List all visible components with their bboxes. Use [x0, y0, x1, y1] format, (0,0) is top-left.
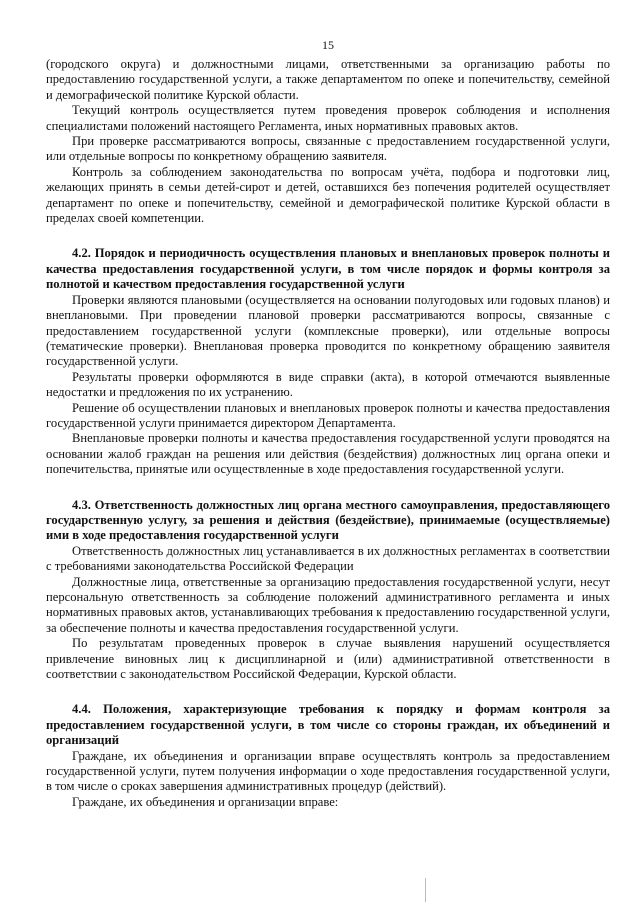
page-number: 15 [322, 38, 334, 52]
paragraph: Ответственность должностных лиц устанавливается в их должностных регламентах в соответствии с требованиями законодательства Российской Федерации [46, 543, 610, 574]
paragraph: Граждане, их объединения и организации вправе: [72, 794, 339, 809]
paragraph: (городского округа) и должностными лицами, ответственными за организацию работы по предоставлению государственной услуги, а также департаментом по опеке и попечительству, семейной и демографической политике Курской области. [46, 57, 610, 102]
paragraph: При проверке рассматриваются вопросы, связанные с предоставлением государственной услуги, или отдельные вопросы по конкретному обращению заявителя. [46, 134, 610, 164]
scan-artifact [425, 878, 426, 902]
section-spacer [46, 226, 610, 246]
section-heading: 4.2. Порядок и периодичность осуществления плановых и внеплановых проверок полноты и качества предоставления государственной услуги, в том числе порядок и формы контроля за полнотой и качеством предоставления государственной услуги [46, 246, 610, 292]
section-spacer [46, 478, 610, 498]
paragraph: Должностные лица, ответственные за организацию предоставления государственной услуги, несут персональную ответственность за соблюдение положений административного регламента и иных нормативных правовых актов, устанавливающих требования к предоставлению государственной услуги, за обеспечение полноты и качества предоставления государственной услуги. [46, 574, 610, 635]
paragraph: Решение об осуществлении плановых и внеплановых проверок полноты и качества предоставления государственной услуги принимается директором Департамента. [46, 400, 610, 430]
paragraph: Текущий контроль осуществляется путем проведения проверок соблюдения и исполнения специалистами положений настоящего Регламента, иных нормативных правовых актов. [46, 103, 610, 133]
section-heading: 4.3. Ответственность должностных лиц органа местного самоуправления, предоставляющего государственную услугу, за решения и действия (бездействие), принимаемые (осуществляемые) ими в ходе предоставления государственной услуги [46, 497, 610, 543]
paragraph: Внеплановые проверки полноты и качества предоставления государственной услуги проводятся на основании жалоб граждан на решения или действия (бездействия) должностных лиц органа опеки и попечительства, принятые или осуществленные в ходе предоставления государственной услуги. [46, 431, 610, 477]
paragraph: Проверки являются плановыми (осуществляется на основании полугодовых или годовых планов) и внеплановыми. При проведении плановой проверки рассматриваются вопросы, связанные с предоставлением государственной услуги (комплексные проверки), или отдельные вопросы (тематические проверки). Внеплановая проверка проводится по конкретному обращению заявителя государственной услуги. [46, 292, 610, 369]
section-heading: 4.4. Положения, характеризующие требования к порядку и формам контроля за предоставлением государственной услуги, в том числе со стороны граждан, их объединений и организаций [46, 702, 610, 748]
section-spacer [46, 682, 610, 702]
paragraph: По результатам проведенных проверок в случае выявления нарушений осуществляется привлечение виновных лиц к дисциплинарной и (или) административной ответственности в соответствии с законодательством Российской Федерации, Курской области. [46, 636, 610, 682]
paragraph: Контроль за соблюдением законодательства по вопросам учёта, подбора и подготовки лиц, желающих принять в семьи детей-сирот и детей, оставшихся без попечения родителей осуществляет департамент по опеке и попечительству, семейной и демографической политике Курской области в пределах своей компетенции. [46, 164, 610, 226]
document-body [46, 57, 610, 810]
paragraph: Результаты проверки оформляются в виде справки (акта), в которой отмечаются выявленные недостатки и предложения по их устранению. [46, 369, 610, 400]
paragraph: Граждане, их объединения и организации вправе осуществлять контроль за предоставлением государственной услуги, путем получения информации о ходе предоставления государственной услуги, в том числе о сроках завершения административных процедур (действий). [46, 748, 610, 794]
